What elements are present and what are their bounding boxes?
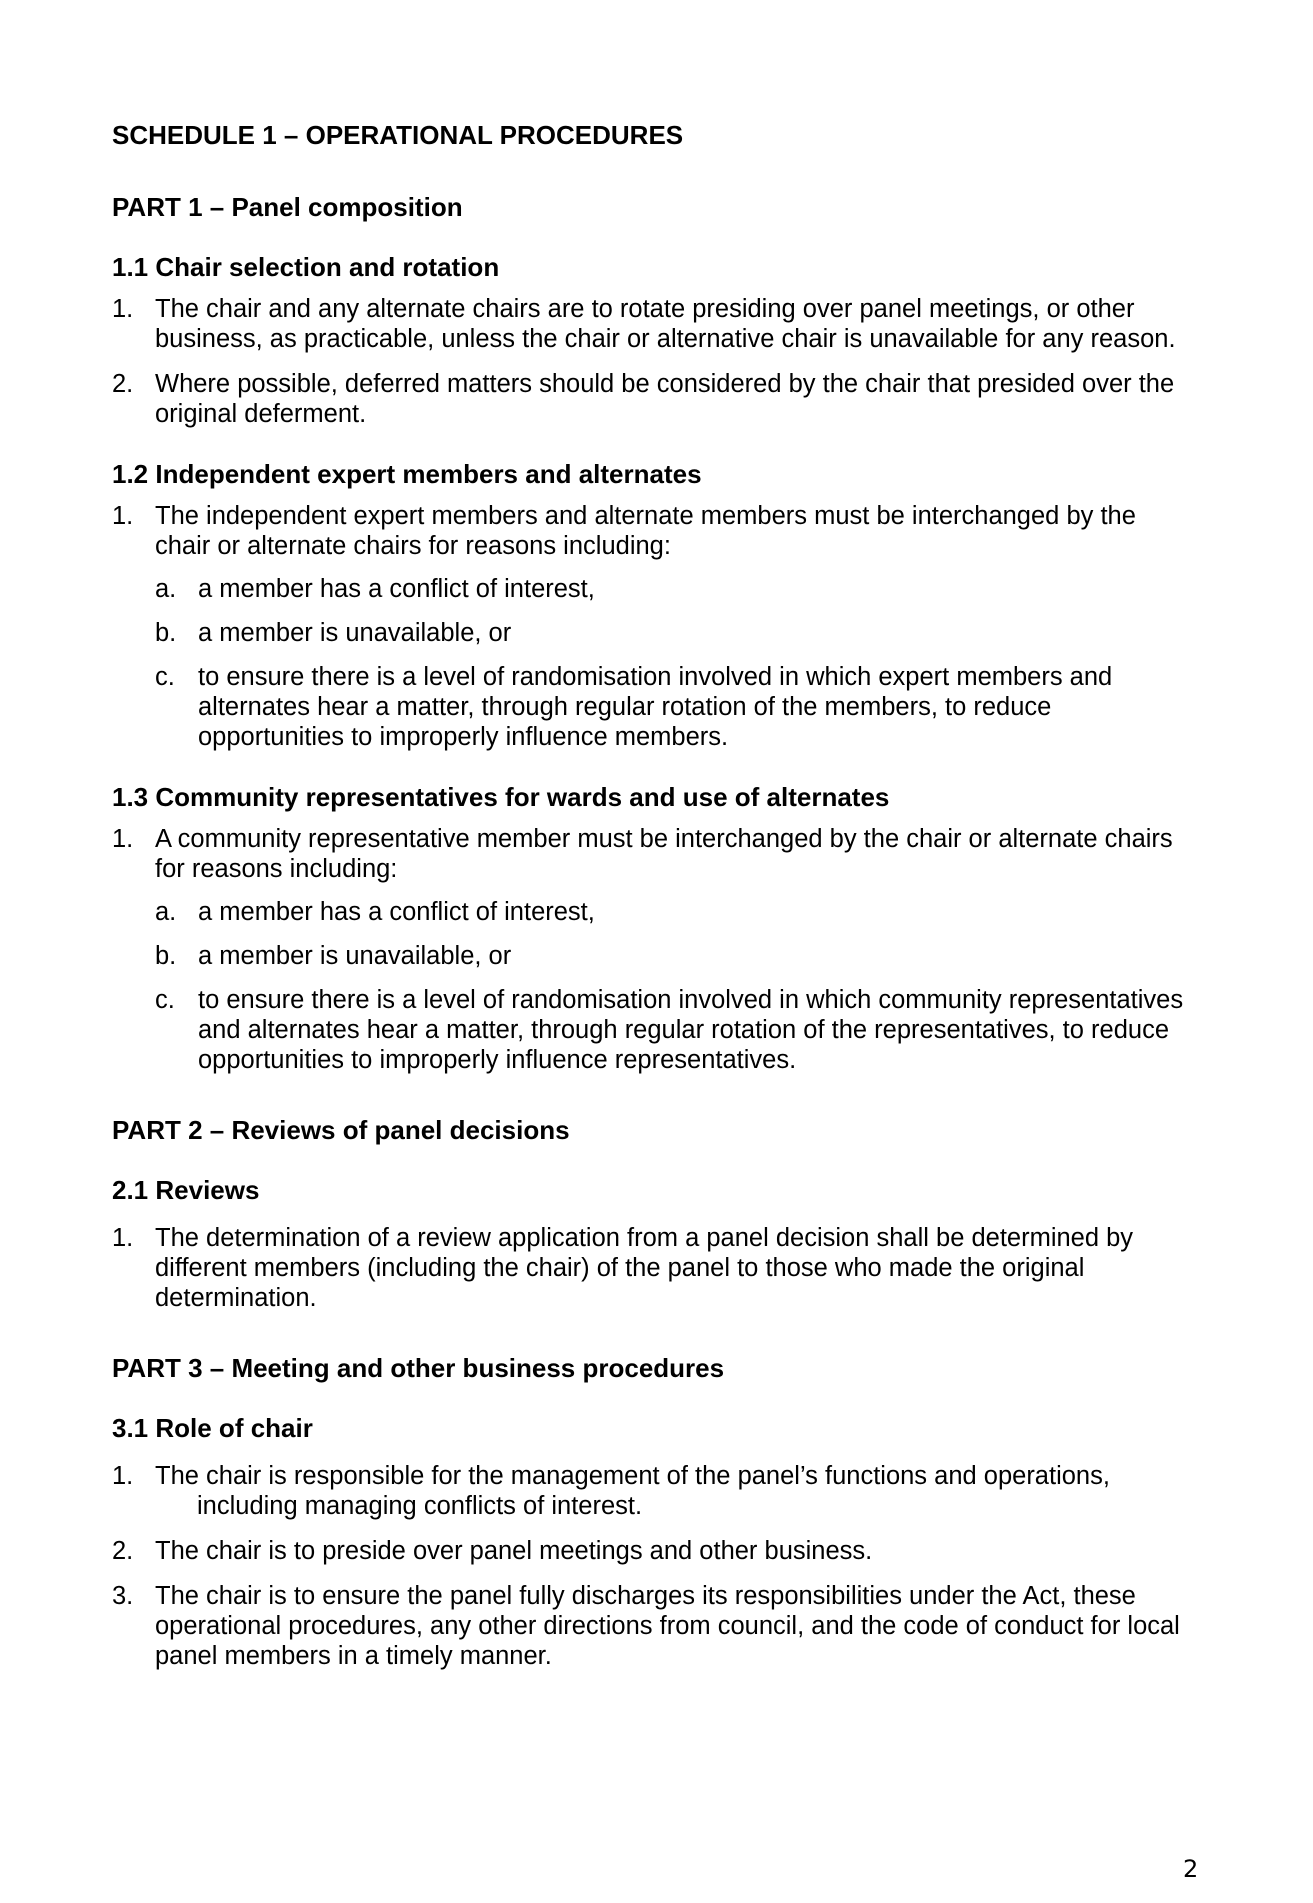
- section-1-1-title: 1.1 Chair selection and rotation: [112, 252, 500, 282]
- list-item-text: The chair is to ensure the panel fully discharges its responsibilities under the Act, these operational procedures, any other directions from council, and the code of conduct for local panel members in a timely manner.: [155, 1582, 1180, 1670]
- section-2-1-title: 2.1 Reviews: [112, 1175, 260, 1205]
- sub-list-letter: c.: [155, 986, 175, 1014]
- sub-list-letter: b.: [155, 619, 177, 647]
- list-item-text: The determination of a review application from a panel decision shall be determined by different members (including the chair) of the panel to those who made the original determination.: [155, 1224, 1134, 1312]
- list-item-text: The chair is responsible for the management of the panel’s functions and operations, including managing conflicts of interest.: [155, 1462, 1110, 1520]
- section-1-2-title: 1.2 Independent expert members and alternates: [112, 459, 702, 489]
- list-number: 2.: [112, 370, 134, 398]
- part-2-title: PART 2 – Reviews of panel decisions: [112, 1115, 570, 1145]
- section-1-2-list: [112, 501, 1192, 752]
- section-3-1-list: [112, 1461, 1192, 1671]
- document-page: [112, 120, 1192, 1671]
- list-item: [112, 1581, 1192, 1671]
- sub-list-letter: a.: [155, 575, 177, 603]
- sub-list-item-text: a member has a conflict of interest,: [198, 575, 595, 603]
- list-number: 1.: [112, 825, 134, 853]
- list-number: 1.: [112, 1224, 134, 1252]
- sub-list-item: [155, 941, 1192, 971]
- list-item-text: Where possible, deferred matters should be considered by the chair that presided over the original deferment.: [155, 370, 1175, 428]
- sub-list-item: [155, 618, 1192, 648]
- sub-list-item-text: to ensure there is a level of randomisation involved in which expert members and alternates hear a matter, through regular rotation of the members, to reduce opportunities to improperly influence members.: [198, 663, 1113, 751]
- list-item-text: The chair is to preside over panel meetings and other business.: [155, 1537, 873, 1565]
- sub-list-item: [155, 985, 1192, 1075]
- section-3-1-title: 3.1 Role of chair: [112, 1413, 313, 1443]
- list-number: 1.: [112, 502, 134, 530]
- list-item: [112, 824, 1192, 1075]
- section-1-1-list: [112, 294, 1192, 429]
- list-item-text: A community representative member must be interchanged by the chair or alternate chairs for reasons including:: [155, 825, 1173, 883]
- sub-list-letter: c.: [155, 663, 175, 691]
- list-item: [112, 294, 1192, 354]
- schedule-title: SCHEDULE 1 – OPERATIONAL PROCEDURES: [112, 120, 684, 150]
- sub-list-letter: a.: [155, 898, 177, 926]
- list-item-text: The independent expert members and alternate members must be interchanged by the chair or alternate chairs for reasons including:: [155, 502, 1136, 560]
- list-number: 1.: [112, 295, 134, 323]
- section-1-3-title: 1.3 Community representatives for wards and use of alternates: [112, 782, 890, 812]
- sub-list-item-text: a member has a conflict of interest,: [198, 898, 595, 926]
- sub-list-item-text: a member is unavailable, or: [198, 619, 512, 647]
- list-item: [112, 369, 1192, 429]
- part-3-title: PART 3 – Meeting and other business procedures: [112, 1353, 725, 1383]
- sub-list-item-text: a member is unavailable, or: [198, 942, 512, 970]
- sub-list-item: [155, 662, 1192, 752]
- page-number: 2: [1183, 1855, 1199, 1883]
- sub-list: [155, 897, 1192, 1075]
- sub-list-item: [155, 897, 1192, 927]
- list-item: [112, 501, 1192, 752]
- sub-list-letter: b.: [155, 942, 177, 970]
- list-number: 3.: [112, 1582, 134, 1610]
- list-number: 2.: [112, 1537, 134, 1565]
- section-1-3-list: [112, 824, 1192, 1075]
- part-1-title: PART 1 – Panel composition: [112, 192, 463, 222]
- section-2-1-list: [112, 1223, 1192, 1313]
- list-item: [112, 1223, 1192, 1313]
- list-item: [112, 1461, 1192, 1521]
- sub-list: [155, 574, 1192, 752]
- sub-list-item: [155, 574, 1192, 604]
- list-item: [112, 1536, 1192, 1566]
- list-item-text: The chair and any alternate chairs are to rotate presiding over panel meetings, or other business, as practicable, unless the chair or alternative chair is unavailable for any reason.: [155, 295, 1176, 353]
- sub-list-item-text: to ensure there is a level of randomisation involved in which community representatives and alternates hear a matter, through regular rotation of the representatives, to reduce opportunities to improperly influence representatives.: [198, 986, 1184, 1074]
- list-number: 1.: [112, 1462, 134, 1490]
